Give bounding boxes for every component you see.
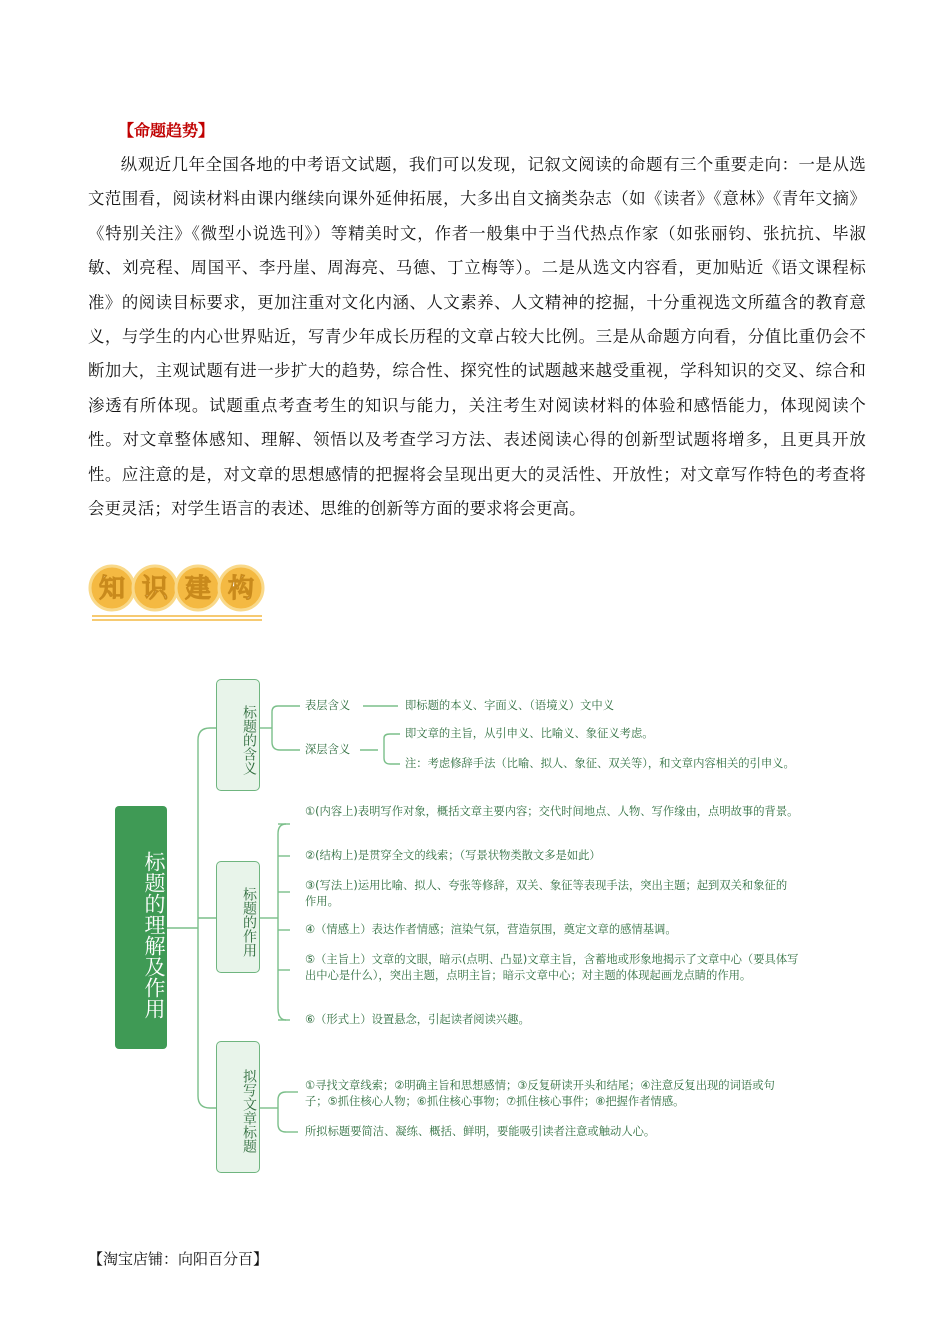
function-item: ①(内容上)表明写作对象，概括文章主要内容；交代时间地点、人物、写作缘由，点明故事的背景。 (305, 805, 799, 818)
branch-write-title: 拟写文章标题 (216, 1041, 260, 1173)
function-item: ⑤（主旨上）文章的文眼，暗示(点明、凸显)文章主旨，含蓄地或形象地揭示了文章中心（要具体写出中心是什么），突出主题，点明主旨；暗示文章中心；对主题的体现起画龙点睛的作用。 (305, 953, 799, 982)
function-item: ④（情感上）表达作者情感；渲染气氛，营造氛围，奠定文章的感情基调。 (305, 923, 677, 936)
banner-char: 识 (141, 574, 169, 604)
write-title-item: ①寻找文章线索；②明确主旨和思想感情；③反复研读开头和结尾；④注意反复出现的词语或句子；⑤抓住核心人物；⑥抓住核心事物；⑦抓住核心事件；⑧把握作者情感。 (305, 1079, 775, 1108)
deep-meaning-text-1: 即文章的主旨，从引申义、比喻义、象征义考虑。 (405, 727, 654, 740)
banner-char: 构 (227, 574, 255, 604)
write-title-item: 所拟标题要简洁、凝练、概括、鲜明，要能吸引读者注意或触动人心。 (305, 1125, 656, 1138)
deep-meaning-label: 深层含义 (305, 743, 351, 756)
banner-char: 建 (184, 574, 212, 604)
function-item: ⑥（形式上）设置悬念，引起读者阅读兴趣。 (305, 1013, 530, 1026)
deep-meaning-text-2: 注：考虑修辞手法（比喻、拟人、象征、双关等），和文章内容相关的引申义。 (405, 757, 795, 770)
branch-title-meaning: 标题的含义 (216, 679, 260, 791)
banner-char: 知 (98, 574, 126, 604)
function-item: ②(结构上)是贯穿全文的线索；（写景状物类散文多是如此） (305, 849, 601, 862)
surface-meaning-text: 即标题的本义、字面义、（语境义）文中义 (405, 699, 614, 712)
branch-title-function: 标题的作用 (216, 861, 260, 973)
body-paragraph: 纵观近几年全国各地的中考语文试题，我们可以发现，记叙文阅读的命题有三个重要走向：一是从选文范围看，阅读材料由课内继续向课外延伸拓展，大多出自文摘类杂志（如《读者》《意林》《青年文摘》《特别关注》《微型小说选刊》）等精美时文，作者一般集中于当代热点作家（如张丽钧、张抗抗、毕淑敏、刘亮程、周国平、李丹崖、周海亮、马德、丁立梅等）。二是从选文内容看，更加贴近《语文课程标准》的阅读目标要求，更加注重对文化内涵、人文素养、人文精神的挖掘，十分重视选文所蕴含的教育意义，与学生的内心世界贴近，写青少年成长历程的文章占较大比例。三是从命题方向看，分值比重仍会不断加大，主观试题有进一步扩大的趋势，综合性、探究性的试题越来越受重视，学科知识的交叉、综合和渗透有所体现。试题重点考查考生的知识与能力，关注考生对阅读材料的体验和感悟能力，体现阅读个性。对文章整体感知、理解、领悟以及考查学习方法、表述阅读心得的创新型试题将增多，且更具开放性。应注意的是，对文章的思想感情的把握将会呈现出更大的灵活性、开放性；对文章写作特色的考查将会更灵活；对学生语言的表述、思维的创新等方面的要求将会更高。 (88, 155, 866, 519)
footer-shop-note: 【淘宝店铺：向阳百分百】 (88, 1250, 269, 1268)
surface-meaning-label: 表层含义 (305, 699, 351, 712)
mindmap-root: 标题的理解及作用 (115, 806, 167, 1049)
function-item: ③(写法上)运用比喻、拟人、夸张等修辞，双关、象征等表现手法，突出主题；起到双关和象征的作用。 (305, 879, 788, 908)
section-heading: 【命题趋势】 (118, 121, 215, 140)
